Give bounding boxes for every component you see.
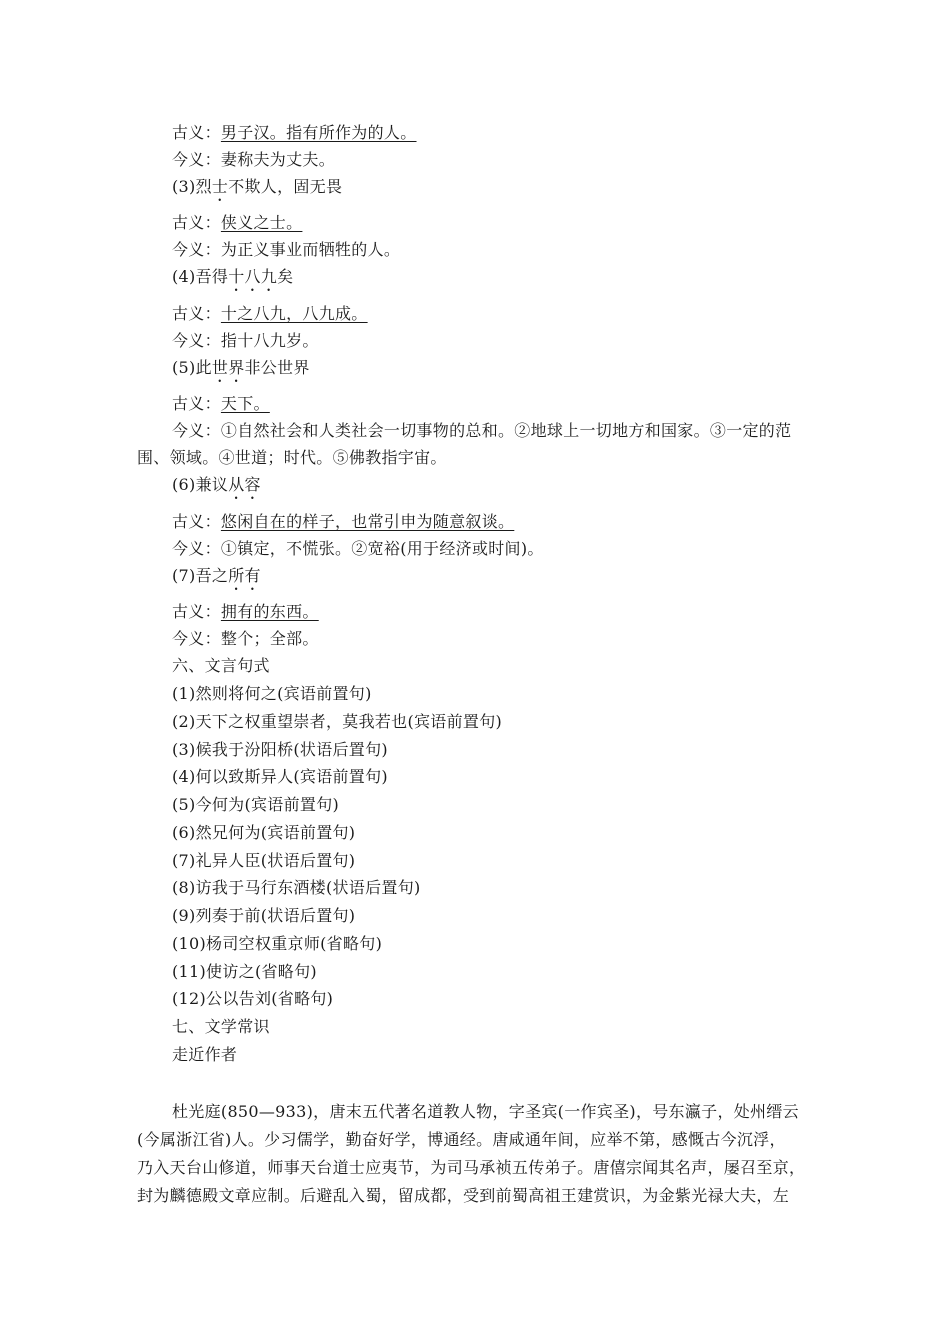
sentence-pattern-item: (2)天下之权重望崇者，莫我若也(宾语前置句) <box>172 712 503 731</box>
section-heading-literature: 七、文学常识 <box>172 1017 270 1036</box>
sentence-pattern-item: (11)使访之(省略句) <box>172 962 317 981</box>
example-line: (3)烈士不欺人，固无畏 <box>172 177 343 196</box>
sentence-pattern-item: (6)然兄何为(宾语前置句) <box>172 823 356 842</box>
sentence-pattern-item: (9)列奏于前(状语后置句) <box>172 906 356 925</box>
sentence-pattern-item: (10)杨司空权重京师(省略句) <box>172 934 383 953</box>
modern-meaning-continuation: 围、领域。④世道；时代。⑤佛教指宇宙。 <box>137 448 447 467</box>
example-line: (7)吾之所有 <box>172 566 261 585</box>
ancient-meaning-answer: 侠义之士。 <box>220 213 303 232</box>
modern-meaning-line: 今义：妻称夫为丈夫。 <box>172 150 336 169</box>
ancient-meaning-answer: 悠闲自在的样子，也常引申为随意叙谈。 <box>220 512 515 531</box>
ancient-meaning-line: 古义：拥有的东西。 <box>172 602 319 621</box>
sentence-pattern-item: (5)今何为(宾语前置句) <box>172 795 340 814</box>
author-paragraph-line: 封为麟德殿文章应制。后避乱入蜀，留成都，受到前蜀高祖王建赏识，为金紫光禄大夫，左 <box>137 1186 790 1205</box>
modern-meaning-line: 今义：①自然社会和人类社会一切事物的总和。②地球上一切地方和国家。③一定的范 <box>172 421 792 440</box>
ancient-meaning-line: 古义：悠闲自在的样子，也常引申为随意叙谈。 <box>172 512 515 531</box>
sentence-pattern-item: (1)然则将何之(宾语前置句) <box>172 684 372 703</box>
emphasized-word: 所有 <box>228 566 261 585</box>
emphasized-word: 十八九 <box>228 267 278 286</box>
section-heading-sentence-patterns: 六、文言句式 <box>172 656 270 675</box>
example-line: (6)兼议从容 <box>172 475 261 494</box>
ancient-meaning-answer: 十之八九，八九成。 <box>220 304 368 323</box>
modern-meaning-line: 今义：指十八九岁。 <box>172 331 319 350</box>
author-paragraph-line: 杜光庭(850—933)，唐末五代著名道教人物，字圣宾(一作宾圣)，号东瀛子，处州缙云 <box>172 1102 799 1121</box>
emphasized-word: 士 <box>211 177 229 196</box>
ancient-meaning-line: 古义：天下。 <box>172 394 270 413</box>
ancient-meaning-line: 古义：侠义之士。 <box>172 213 303 232</box>
ancient-meaning-answer: 男子汉。指有所作为的人。 <box>220 123 417 142</box>
modern-meaning-line: 今义：为正义事业而牺牲的人。 <box>172 240 401 259</box>
sentence-pattern-item: (7)礼异人臣(状语后置句) <box>172 851 356 870</box>
ancient-meaning-answer: 拥有的东西。 <box>220 602 319 621</box>
ancient-meaning-line: 古义：男子汉。指有所作为的人。 <box>172 123 417 142</box>
subheading-author: 走近作者 <box>172 1045 238 1064</box>
ancient-meaning-line: 古义：十之八九，八九成。 <box>172 304 368 323</box>
sentence-pattern-item: (12)公以告刘(省略句) <box>172 989 334 1008</box>
sentence-pattern-item: (8)访我于马行东酒楼(状语后置句) <box>172 878 421 897</box>
modern-meaning-line: 今义：整个；全部。 <box>172 629 319 648</box>
author-paragraph-line: 乃入天台山修道，师事天台道士应夷节，为司马承祯五传弟子。唐僖宗闻其名声，屡召至京， <box>137 1158 806 1177</box>
sentence-pattern-item: (4)何以致斯异人(宾语前置句) <box>172 767 388 786</box>
ancient-meaning-answer: 天下。 <box>220 394 270 413</box>
example-line: (4)吾得十八九矣 <box>172 267 294 286</box>
author-paragraph-line: (今属浙江省)人。少习儒学，勤奋好学，博通经。唐咸通年间，应举不第，感慨古今沉浮， <box>137 1130 786 1149</box>
example-line: (5)此世界非公世界 <box>172 358 310 377</box>
modern-meaning-line: 今义：①镇定，不慌张。②宽裕(用于经济或时间)。 <box>172 539 544 558</box>
emphasized-word: 从容 <box>228 475 261 494</box>
sentence-pattern-item: (3)候我于汾阳桥(状语后置句) <box>172 740 388 759</box>
emphasized-word: 世界 <box>211 358 245 377</box>
